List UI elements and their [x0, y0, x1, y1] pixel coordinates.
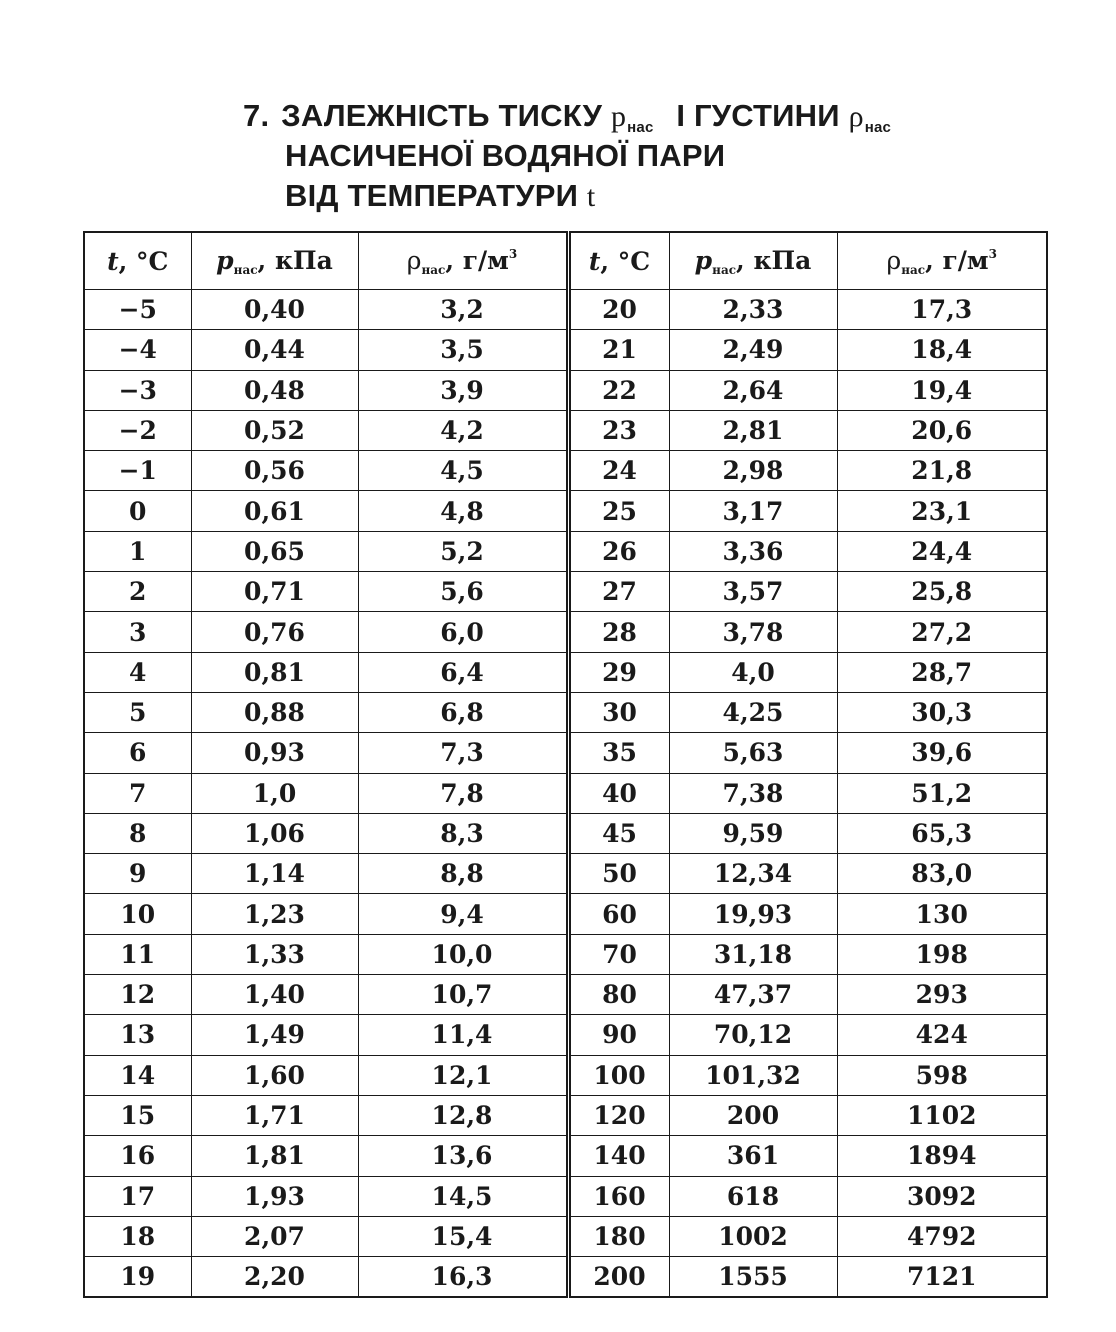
table-row	[84, 330, 1047, 370]
cell-pressure-2: 5,63	[669, 733, 837, 773]
cell-density: 3,2	[358, 290, 568, 330]
table-row	[84, 451, 1047, 491]
cell-pressure-2: 2,98	[669, 451, 837, 491]
cell-density: 3,9	[358, 370, 568, 410]
cell-density-2: 598	[837, 1055, 1047, 1095]
cell-pressure: 0,65	[191, 531, 358, 571]
cell-temperature: −2	[84, 410, 191, 450]
cell-density: 10,0	[358, 934, 568, 974]
cell-pressure: 0,81	[191, 652, 358, 692]
cell-density: 6,4	[358, 652, 568, 692]
cell-temperature: −3	[84, 370, 191, 410]
table-row	[84, 652, 1047, 692]
cell-density-2: 18,4	[837, 330, 1047, 370]
cell-density: 4,8	[358, 491, 568, 531]
cell-temperature: −4	[84, 330, 191, 370]
cell-pressure: 2,20	[191, 1257, 358, 1298]
header-density: $\rho_{нас}$, $г/м^3$	[358, 232, 568, 290]
cell-temperature-2: 140	[568, 1136, 669, 1176]
cell-density-2: 23,1	[837, 491, 1047, 531]
cell-pressure-2: 4,25	[669, 692, 837, 732]
cell-density-2: 28,7	[837, 652, 1047, 692]
cell-density-2: 25,8	[837, 572, 1047, 612]
cell-pressure: 0,61	[191, 491, 358, 531]
cell-temperature: 3	[84, 612, 191, 652]
cell-pressure: 0,93	[191, 733, 358, 773]
cell-temperature-2: 100	[568, 1055, 669, 1095]
cell-temperature: 16	[84, 1136, 191, 1176]
title-line-3	[243, 176, 891, 216]
cell-temperature-2: 27	[568, 572, 669, 612]
table-row	[84, 572, 1047, 612]
header-temperature: t, °C	[84, 232, 191, 290]
cell-temperature: 4	[84, 652, 191, 692]
title-text-pressure: ЗАЛЕЖНІСТЬ ТИСКУ	[281, 98, 603, 133]
cell-temperature-2: 30	[568, 692, 669, 732]
table-row	[84, 894, 1047, 934]
cell-temperature: 17	[84, 1176, 191, 1216]
cell-density-2: 198	[837, 934, 1047, 974]
cell-density-2: 130	[837, 894, 1047, 934]
cell-density-2: 21,8	[837, 451, 1047, 491]
cell-temperature: 15	[84, 1095, 191, 1135]
cell-pressure-2: 200	[669, 1095, 837, 1135]
table-row	[84, 410, 1047, 450]
cell-pressure: 0,44	[191, 330, 358, 370]
cell-pressure: 0,76	[191, 612, 358, 652]
cell-pressure-2: 3,17	[669, 491, 837, 531]
table-row	[84, 1055, 1047, 1095]
cell-density-2: 20,6	[837, 410, 1047, 450]
cell-temperature: 7	[84, 773, 191, 813]
cell-temperature: 10	[84, 894, 191, 934]
cell-temperature: 11	[84, 934, 191, 974]
cell-pressure: 1,06	[191, 813, 358, 853]
cell-temperature: 9	[84, 854, 191, 894]
cell-pressure: 0,40	[191, 290, 358, 330]
table-row	[84, 975, 1047, 1015]
table-row	[84, 370, 1047, 410]
cell-temperature-2: 60	[568, 894, 669, 934]
table-row	[84, 1095, 1047, 1135]
cell-temperature-2: 35	[568, 733, 669, 773]
table-body	[84, 290, 1047, 1298]
cell-density: 7,3	[358, 733, 568, 773]
table-row	[84, 934, 1047, 974]
cell-pressure: 1,81	[191, 1136, 358, 1176]
cell-density-2: 1102	[837, 1095, 1047, 1135]
cell-density-2: 19,4	[837, 370, 1047, 410]
cell-pressure: 0,48	[191, 370, 358, 410]
cell-temperature-2: 28	[568, 612, 669, 652]
cell-density: 12,1	[358, 1055, 568, 1095]
table-row	[84, 1257, 1047, 1298]
cell-density-2: 293	[837, 975, 1047, 1015]
page-title	[243, 96, 891, 216]
cell-temperature: −5	[84, 290, 191, 330]
cell-density: 12,8	[358, 1095, 568, 1135]
cell-pressure: 1,0	[191, 773, 358, 813]
cell-pressure: 1,14	[191, 854, 358, 894]
cell-pressure: 1,93	[191, 1176, 358, 1216]
table-row	[84, 1176, 1047, 1216]
table-row	[84, 1136, 1047, 1176]
density-subscript: нас	[864, 119, 892, 136]
cell-temperature: 8	[84, 813, 191, 853]
cell-density-2: 51,2	[837, 773, 1047, 813]
cell-density: 8,8	[358, 854, 568, 894]
cell-pressure-2: 3,78	[669, 612, 837, 652]
table-row	[84, 733, 1047, 773]
section-number: 7.	[243, 98, 270, 133]
cell-temperature: 12	[84, 975, 191, 1015]
cell-pressure: 2,07	[191, 1216, 358, 1256]
cell-temperature-2: 40	[568, 773, 669, 813]
cell-temperature-2: 24	[568, 451, 669, 491]
cell-density-2: 83,0	[837, 854, 1047, 894]
cell-temperature: 1	[84, 531, 191, 571]
cell-pressure-2: 7,38	[669, 773, 837, 813]
header-pressure: $p_{нас}$, кПа	[191, 232, 358, 290]
cell-density: 6,0	[358, 612, 568, 652]
pressure-symbol: p	[610, 100, 627, 133]
cell-temperature-2: 120	[568, 1095, 669, 1135]
cell-pressure: 0,52	[191, 410, 358, 450]
cell-temperature-2: 80	[568, 975, 669, 1015]
table-row	[84, 854, 1047, 894]
cell-pressure-2: 70,12	[669, 1015, 837, 1055]
title-line-2: НАСИЧЕНОЇ ВОДЯНОЇ ПАРИ	[285, 138, 726, 173]
cell-density-2: 7121	[837, 1257, 1047, 1298]
cell-temperature: 0	[84, 491, 191, 531]
cell-temperature-2: 180	[568, 1216, 669, 1256]
cell-density: 11,4	[358, 1015, 568, 1055]
cell-pressure: 1,33	[191, 934, 358, 974]
cell-temperature-2: 200	[568, 1257, 669, 1298]
cell-temperature: 18	[84, 1216, 191, 1256]
cell-temperature-2: 50	[568, 854, 669, 894]
cell-pressure: 1,23	[191, 894, 358, 934]
cell-pressure-2: 1555	[669, 1257, 837, 1298]
table-row	[84, 1015, 1047, 1055]
cell-temperature: −1	[84, 451, 191, 491]
cell-density: 9,4	[358, 894, 568, 934]
cell-pressure-2: 2,64	[669, 370, 837, 410]
cell-pressure-2: 3,57	[669, 572, 837, 612]
cell-pressure: 1,40	[191, 975, 358, 1015]
cell-density-2: 65,3	[837, 813, 1047, 853]
temperature-symbol: t	[586, 180, 596, 213]
cell-temperature-2: 26	[568, 531, 669, 571]
cell-temperature-2: 160	[568, 1176, 669, 1216]
cell-density-2: 17,3	[837, 290, 1047, 330]
cell-pressure: 0,71	[191, 572, 358, 612]
cell-pressure: 1,49	[191, 1015, 358, 1055]
title-text-density: І ГУСТИНИ	[676, 98, 840, 133]
cell-pressure-2: 12,34	[669, 854, 837, 894]
cell-density: 4,5	[358, 451, 568, 491]
cell-pressure-2: 3,36	[669, 531, 837, 571]
cell-density: 3,5	[358, 330, 568, 370]
cell-temperature-2: 23	[568, 410, 669, 450]
cell-density: 7,8	[358, 773, 568, 813]
cell-density: 5,6	[358, 572, 568, 612]
cell-temperature: 19	[84, 1257, 191, 1298]
cell-pressure: 1,71	[191, 1095, 358, 1135]
cell-temperature-2: 20	[568, 290, 669, 330]
cell-temperature-2: 22	[568, 370, 669, 410]
table-row	[84, 813, 1047, 853]
header-density-2: $\rho_{нас}$, $г/м^3$	[837, 232, 1047, 290]
cell-density-2: 424	[837, 1015, 1047, 1055]
cell-density-2: 27,2	[837, 612, 1047, 652]
table-row	[84, 612, 1047, 652]
cell-density: 14,5	[358, 1176, 568, 1216]
header-temperature-2: t, °C	[568, 232, 669, 290]
cell-density: 15,4	[358, 1216, 568, 1256]
pressure-subscript: нас	[627, 119, 654, 136]
cell-pressure-2: 19,93	[669, 894, 837, 934]
table-row	[84, 1216, 1047, 1256]
table-row	[84, 531, 1047, 571]
cell-temperature-2: 70	[568, 934, 669, 974]
cell-density: 6,8	[358, 692, 568, 732]
title-line-1	[243, 96, 891, 136]
table-row	[84, 773, 1047, 813]
cell-pressure: 1,60	[191, 1055, 358, 1095]
cell-density: 10,7	[358, 975, 568, 1015]
density-symbol: ρ	[848, 100, 864, 133]
cell-density-2: 30,3	[837, 692, 1047, 732]
cell-density-2: 4792	[837, 1216, 1047, 1256]
cell-density-2: 39,6	[837, 733, 1047, 773]
cell-pressure-2: 1002	[669, 1216, 837, 1256]
cell-pressure-2: 2,33	[669, 290, 837, 330]
header-row	[84, 232, 1047, 290]
cell-pressure-2: 2,49	[669, 330, 837, 370]
cell-pressure-2: 618	[669, 1176, 837, 1216]
table-row	[84, 692, 1047, 732]
title-text-temperature: ВІД ТЕМПЕРАТУРИ	[285, 178, 579, 213]
cell-temperature: 2	[84, 572, 191, 612]
cell-density: 4,2	[358, 410, 568, 450]
cell-density-2: 1894	[837, 1136, 1047, 1176]
table-row	[84, 290, 1047, 330]
cell-pressure-2: 101,32	[669, 1055, 837, 1095]
cell-temperature-2: 90	[568, 1015, 669, 1055]
cell-pressure-2: 31,18	[669, 934, 837, 974]
header-pressure-2: $p_{нас}$, кПа	[669, 232, 837, 290]
cell-density: 13,6	[358, 1136, 568, 1176]
table-row	[84, 491, 1047, 531]
cell-temperature: 6	[84, 733, 191, 773]
cell-pressure-2: 9,59	[669, 813, 837, 853]
saturated-vapor-table	[83, 231, 1048, 1298]
cell-pressure-2: 47,37	[669, 975, 837, 1015]
cell-density: 5,2	[358, 531, 568, 571]
cell-density: 8,3	[358, 813, 568, 853]
cell-pressure: 0,88	[191, 692, 358, 732]
cell-pressure-2: 2,81	[669, 410, 837, 450]
cell-density-2: 3092	[837, 1176, 1047, 1216]
cell-temperature: 13	[84, 1015, 191, 1055]
cell-pressure: 0,56	[191, 451, 358, 491]
cell-temperature-2: 21	[568, 330, 669, 370]
cell-density-2: 24,4	[837, 531, 1047, 571]
cell-temperature: 14	[84, 1055, 191, 1095]
cell-temperature-2: 25	[568, 491, 669, 531]
cell-temperature-2: 29	[568, 652, 669, 692]
cell-temperature: 5	[84, 692, 191, 732]
cell-pressure-2: 4,0	[669, 652, 837, 692]
cell-temperature-2: 45	[568, 813, 669, 853]
cell-density: 16,3	[358, 1257, 568, 1298]
cell-pressure-2: 361	[669, 1136, 837, 1176]
